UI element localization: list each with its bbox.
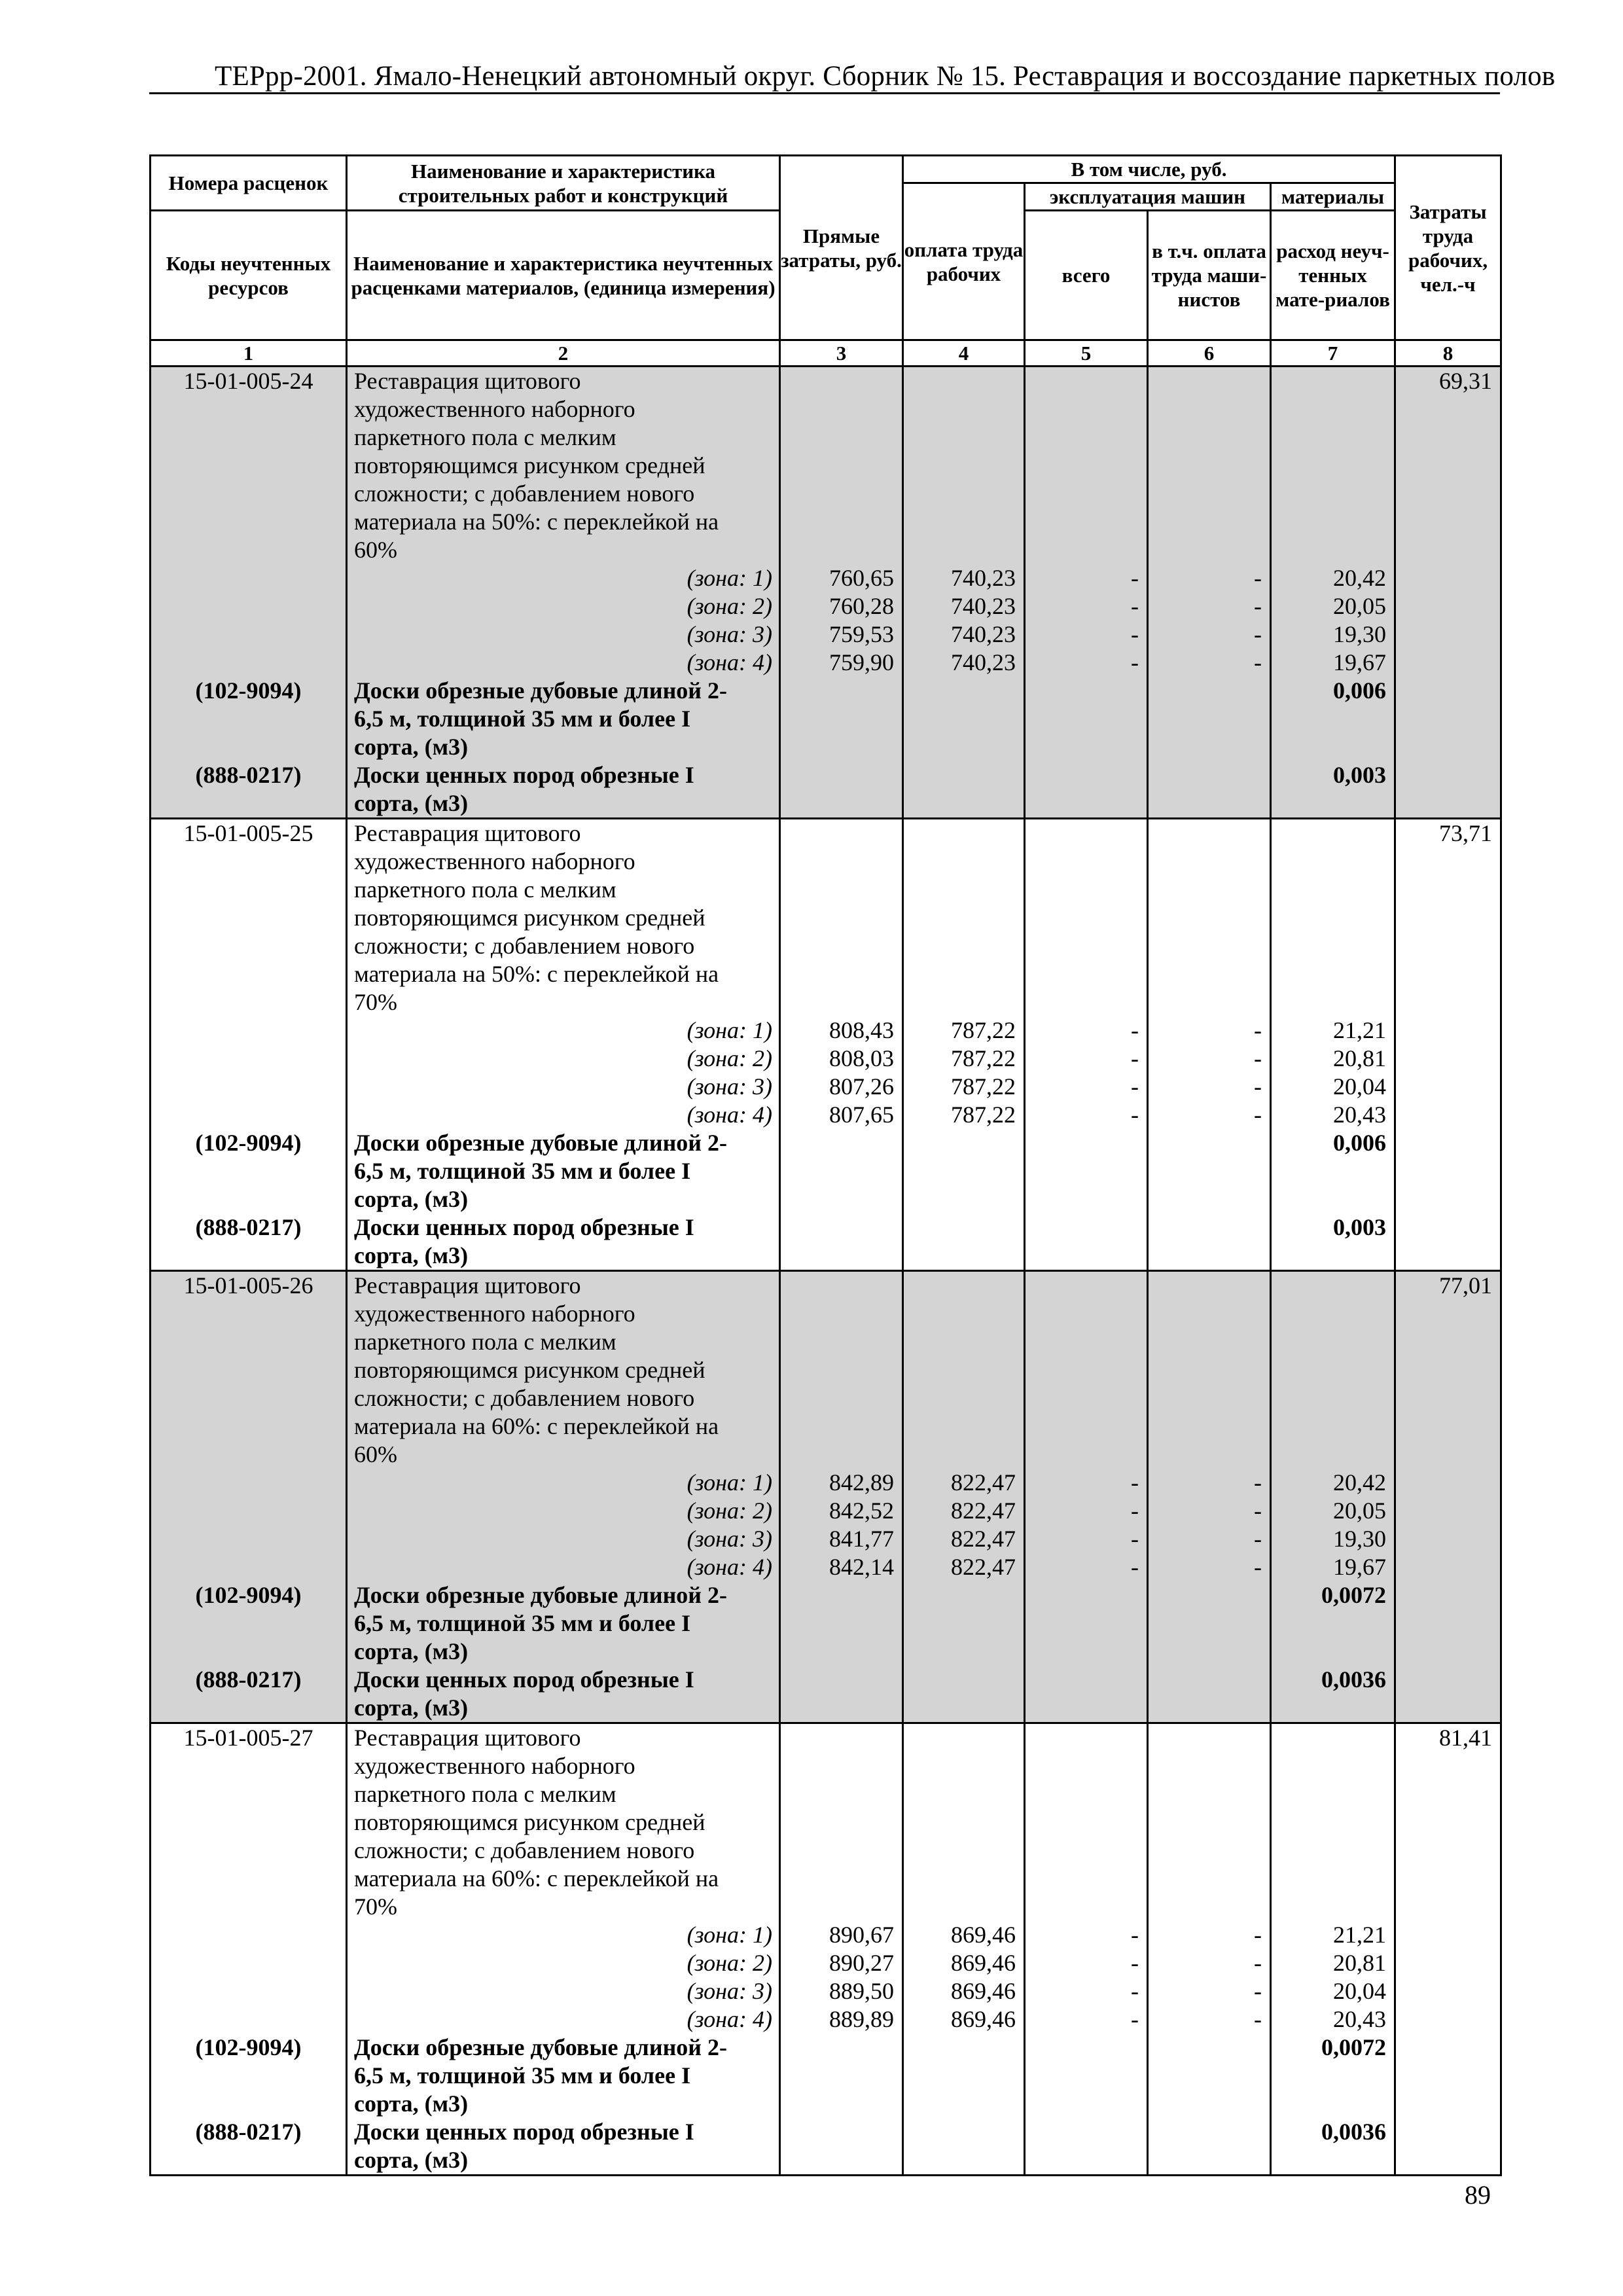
machines-total-value: - [1131,1017,1139,1043]
description-line: 70% [354,1893,397,1920]
machines-total-value: - [1131,649,1139,675]
rate-code-cell [151,1723,347,2176]
machinist-pay-value: - [1254,1469,1262,1496]
zone-label: (зона: 1) [687,1469,772,1496]
rate-row [151,367,1501,819]
zone-label: (зона: 1) [687,1017,772,1043]
zone-label: (зона: 3) [687,621,772,647]
description-line: 70% [354,989,397,1015]
labor-hours: 77,01 [1439,1272,1493,1299]
materials-value: 19,30 [1333,621,1387,647]
machines-total-value: - [1131,1498,1139,1524]
machines-total-value: - [1131,621,1139,647]
labor-pay-value: 822,47 [951,1554,1016,1580]
resource-quantity: 0,006 [1333,677,1387,704]
description-line: паркетного пола с мелким [354,876,616,903]
resource-name-line: Доски ценных пород обрезные I [354,1666,694,1693]
labor-pay-value: 822,47 [951,1526,1016,1552]
machinist-pay-cell [1148,819,1271,1271]
description-line: паркетного пола с мелким [354,1781,616,1807]
labor-pay-cell [903,367,1025,819]
machines-total-value: - [1131,1978,1139,2004]
materials-value: 19,67 [1333,649,1387,675]
description-line: сложности; с добавлением нового [354,933,695,959]
zone-label: (зона: 3) [687,1073,772,1100]
zone-label: (зона: 2) [687,593,772,619]
resource-quantity: 0,0036 [1321,1666,1387,1693]
direct-costs-cell [780,367,903,819]
machines-total-value: - [1131,1526,1139,1552]
description-line: Реставрация щитового [354,1272,581,1299]
description-line: художественного наборного [354,1300,635,1327]
rate-code-cell [151,1271,347,1723]
direct-cost-value: 889,50 [829,1978,894,2004]
labor-pay-value: 740,23 [951,593,1016,619]
rate-row [151,1723,1501,2176]
rate-code-cell [151,367,347,819]
rates-table [149,154,1502,2176]
rate-code: 15-01-005-24 [183,368,313,394]
machinist-pay-value: - [1254,1073,1262,1100]
description-line: материала на 60%: с переклейкой на [354,1413,719,1439]
resource-quantity: 0,0036 [1321,2119,1387,2145]
header-materials: материалы [1271,183,1395,211]
machines-total-value: - [1131,1554,1139,1580]
description-line: Реставрация щитового [354,1725,581,1751]
labor-pay-value: 822,47 [951,1498,1016,1524]
page-number: 89 [1465,2180,1491,2210]
resource-code: (102-9094) [195,1582,302,1608]
labor-hours-cell [1395,367,1501,819]
header-machinist-pay: в т.ч. оплата труда маши-нистов [1148,211,1271,340]
resource-name-line: сорта, (м3) [354,790,469,816]
zone-label: (зона: 2) [687,1950,772,1976]
zone-label: (зона: 3) [687,1526,772,1552]
description-line: повторяющимся рисунком средней [354,1809,705,1835]
labor-pay-value: 869,46 [951,1978,1016,2004]
description-line: Реставрация щитового [354,820,581,846]
table-header [151,156,1501,367]
description-line: 60% [354,537,397,563]
labor-pay-cell [903,1723,1025,2176]
direct-cost-value: 890,67 [829,1922,894,1948]
resource-quantity: 0,0072 [1321,1582,1387,1608]
machines-total-value: - [1131,1102,1139,1128]
materials-value: 20,04 [1333,1978,1387,2004]
resource-name-line: 6,5 м, толщиной 35 мм и более I [354,1610,691,1636]
resource-name-line: Доски обрезные дубовые длиной 2- [354,1130,728,1156]
resource-code: (102-9094) [195,677,302,704]
resource-code: (888-0217) [195,1214,302,1240]
machines-total-value: - [1131,2006,1139,2032]
resource-name-line: Доски обрезные дубовые длиной 2- [354,2034,728,2060]
header-labor: Затраты труда рабочих, чел.-ч [1395,156,1501,340]
resource-name-line: Доски ценных пород обрезные I [354,2119,694,2145]
resource-name-line: Доски ценных пород обрезные I [354,1214,694,1240]
description-line: материала на 60%: с переклейкой на [354,1865,719,1892]
direct-cost-value: 890,27 [829,1950,894,1976]
zone-label: (зона: 2) [687,1045,772,1071]
direct-cost-value: 759,53 [829,621,894,647]
col-number: 1 [151,340,347,367]
materials-cell [1271,1271,1395,1723]
resource-name-line: сорта, (м3) [354,1695,469,1721]
description-line: художественного наборного [354,396,635,422]
machines-total-cell [1025,1723,1148,2176]
labor-pay-value: 869,46 [951,1922,1016,1948]
machinist-pay-value: - [1254,1978,1262,2004]
labor-pay-value: 740,23 [951,565,1016,591]
machinist-pay-value: - [1254,1554,1262,1580]
col-number: 4 [903,340,1025,367]
description-line: Реставрация щитового [354,368,581,394]
machines-total-value: - [1131,1073,1139,1100]
resource-name-line: сорта, (м3) [354,2147,469,2173]
running-title: ТЕРрр-2001. Ямало-Ненецкий автономный округ. Сборник № 15. Реставрация и воссоздание паркетных полов [215,61,1556,92]
col-number: 8 [1395,340,1501,367]
resource-name-line: 6,5 м, толщиной 35 мм и более I [354,706,691,732]
description-line: сложности; с добавлением нового [354,1385,695,1411]
machines-total-cell [1025,1271,1148,1723]
direct-costs-cell [780,1723,903,2176]
resource-name-line: Доски обрезные дубовые длиной 2- [354,677,728,704]
machines-total-value: - [1131,1045,1139,1071]
labor-hours-cell [1395,819,1501,1271]
resource-code: (888-0217) [195,762,302,788]
direct-cost-value: 807,26 [829,1073,894,1100]
zone-label: (зона: 2) [687,1498,772,1524]
labor-hours-cell [1395,1271,1501,1723]
resource-name-line: 6,5 м, толщиной 35 мм и более I [354,1158,691,1184]
zone-label: (зона: 4) [687,649,772,675]
rate-description-cell [347,367,780,819]
machines-total-value: - [1131,565,1139,591]
rate-description-cell [347,1723,780,2176]
materials-value: 21,21 [1333,1017,1387,1043]
labor-pay-value: 787,22 [951,1017,1016,1043]
direct-cost-value: 842,14 [829,1554,894,1580]
machinist-pay-value: - [1254,565,1262,591]
resource-name-line: сорта, (м3) [354,734,469,760]
resource-name-line: сорта, (м3) [354,1638,469,1664]
labor-hours: 73,71 [1439,820,1493,846]
machinist-pay-value: - [1254,1498,1262,1524]
description-line: материала на 50%: с переклейкой на [354,509,719,535]
description-line: повторяющимся рисунком средней [354,905,705,931]
description-line: повторяющимся рисунком средней [354,452,705,478]
materials-value: 20,42 [1333,1469,1387,1496]
machines-total-value: - [1131,1469,1139,1496]
description-line: паркетного пола с мелким [354,424,616,450]
description-line: материала на 50%: с переклейкой на [354,961,719,987]
col-number: 2 [347,340,780,367]
machinist-pay-cell [1148,1723,1271,2176]
description-line: художественного наборного [354,1753,635,1779]
rate-code: 15-01-005-25 [183,820,313,846]
machines-total-value: - [1131,1922,1139,1948]
machines-total-value: - [1131,1950,1139,1976]
description-line: сложности; с добавлением нового [354,1837,695,1863]
zone-label: (зона: 1) [687,1922,772,1948]
rate-row [151,1271,1501,1723]
direct-cost-value: 841,77 [829,1526,894,1552]
labor-pay-value: 822,47 [951,1469,1016,1496]
zone-label: (зона: 1) [687,565,772,591]
rate-description-cell [347,819,780,1271]
machinist-pay-cell [1148,367,1271,819]
machinist-pay-value: - [1254,1045,1262,1071]
machinist-pay-value: - [1254,1526,1262,1552]
machines-total-cell [1025,819,1148,1271]
materials-value: 20,43 [1333,2006,1387,2032]
machinist-pay-cell [1148,1271,1271,1723]
header-resource-codes: Коды неучтенных ресурсов [151,211,347,340]
zone-label: (зона: 4) [687,2006,772,2032]
direct-cost-value: 842,89 [829,1469,894,1496]
direct-cost-value: 842,52 [829,1498,894,1524]
machinist-pay-value: - [1254,593,1262,619]
description-line: повторяющимся рисунком средней [354,1357,705,1383]
materials-cell [1271,819,1395,1271]
direct-cost-value: 760,65 [829,565,894,591]
materials-value: 19,30 [1333,1526,1387,1552]
machinist-pay-value: - [1254,1922,1262,1948]
machinist-pay-value: - [1254,621,1262,647]
header-including: В том числе, руб. [903,156,1395,183]
rate-code: 15-01-005-26 [183,1272,313,1299]
resource-code: (888-0217) [195,2119,302,2145]
header-labor-pay: оплата труда рабочих [903,183,1025,340]
rate-code-cell [151,819,347,1271]
labor-pay-value: 869,46 [951,1950,1016,1976]
materials-value: 20,43 [1333,1102,1387,1128]
materials-value: 20,04 [1333,1073,1387,1100]
zone-label: (зона: 3) [687,1978,772,2004]
machinist-pay-value: - [1254,1950,1262,1976]
materials-value: 20,81 [1333,1950,1387,1976]
labor-pay-value: 869,46 [951,2006,1016,2032]
materials-value: 20,05 [1333,1498,1387,1524]
table-body [151,367,1501,2176]
resource-name-line: сорта, (м3) [354,2090,469,2117]
machinist-pay-value: - [1254,1102,1262,1128]
labor-pay-value: 787,22 [951,1073,1016,1100]
col-number: 6 [1148,340,1271,367]
zone-label: (зона: 4) [687,1102,772,1128]
labor-hours: 81,41 [1439,1725,1493,1751]
resource-name-line: Доски обрезные дубовые длиной 2- [354,1582,728,1608]
direct-cost-value: 889,89 [829,2006,894,2032]
direct-cost-value: 808,43 [829,1017,894,1043]
machinist-pay-value: - [1254,1017,1262,1043]
resource-code: (102-9094) [195,2034,302,2060]
header-machines-total: всего [1025,211,1148,340]
resource-quantity: 0,003 [1333,762,1387,788]
rate-code: 15-01-005-27 [183,1725,313,1751]
materials-value: 19,67 [1333,1554,1387,1580]
zone-label: (зона: 4) [687,1554,772,1580]
direct-cost-value: 808,03 [829,1045,894,1071]
resource-code: (888-0217) [195,1666,302,1693]
materials-value: 20,42 [1333,565,1387,591]
labor-hours-cell [1395,1723,1501,2176]
rate-row [151,819,1501,1271]
col-number: 5 [1025,340,1148,367]
resource-name-line: Доски ценных пород обрезные I [354,762,694,788]
labor-hours: 69,31 [1439,368,1493,394]
description-line: 60% [354,1441,397,1467]
resource-name-line: сорта, (м3) [354,1186,469,1212]
header-resource-names: Наименование и характеристика неучтенных расценками материалов, (единица измерения) [347,211,780,340]
description-line: сложности; с добавлением нового [354,480,695,507]
resource-quantity: 0,006 [1333,1130,1387,1156]
direct-costs-cell [780,1271,903,1723]
machines-total-value: - [1131,593,1139,619]
direct-cost-value: 807,65 [829,1102,894,1128]
materials-value: 21,21 [1333,1922,1387,1948]
machinist-pay-value: - [1254,2006,1262,2032]
header-machines: эксплуатация машин [1025,183,1271,211]
resource-quantity: 0,0072 [1321,2034,1387,2060]
direct-cost-value: 760,28 [829,593,894,619]
header-direct-costs: Прямые затраты, руб. [780,156,903,340]
header-rule [149,92,1500,94]
resource-name-line: 6,5 м, толщиной 35 мм и более I [354,2062,691,2089]
resource-code: (102-9094) [195,1130,302,1156]
machines-total-cell [1025,367,1148,819]
labor-pay-value: 787,22 [951,1102,1016,1128]
materials-value: 20,05 [1333,593,1387,619]
machinist-pay-value: - [1254,649,1262,675]
resource-name-line: сорта, (м3) [354,1242,469,1268]
labor-pay-value: 787,22 [951,1045,1016,1071]
rate-description-cell [347,1271,780,1723]
labor-pay-value: 740,23 [951,649,1016,675]
direct-costs-cell [780,819,903,1271]
materials-value: 20,81 [1333,1045,1387,1071]
header-material-use: расход неуч-тенных мате-риалов [1271,211,1395,340]
labor-pay-cell [903,1271,1025,1723]
col-number: 3 [780,340,903,367]
labor-pay-value: 740,23 [951,621,1016,647]
materials-cell [1271,367,1395,819]
header-rate-numbers: Номера расценок [151,156,347,211]
materials-cell [1271,1723,1395,2176]
labor-pay-cell [903,819,1025,1271]
direct-cost-value: 759,90 [829,649,894,675]
header-works-name: Наименование и характеристика строительных работ и конструкций [347,156,780,211]
resource-quantity: 0,003 [1333,1214,1387,1240]
description-line: паркетного пола с мелким [354,1329,616,1355]
col-number: 7 [1271,340,1395,367]
description-line: художественного наборного [354,848,635,874]
